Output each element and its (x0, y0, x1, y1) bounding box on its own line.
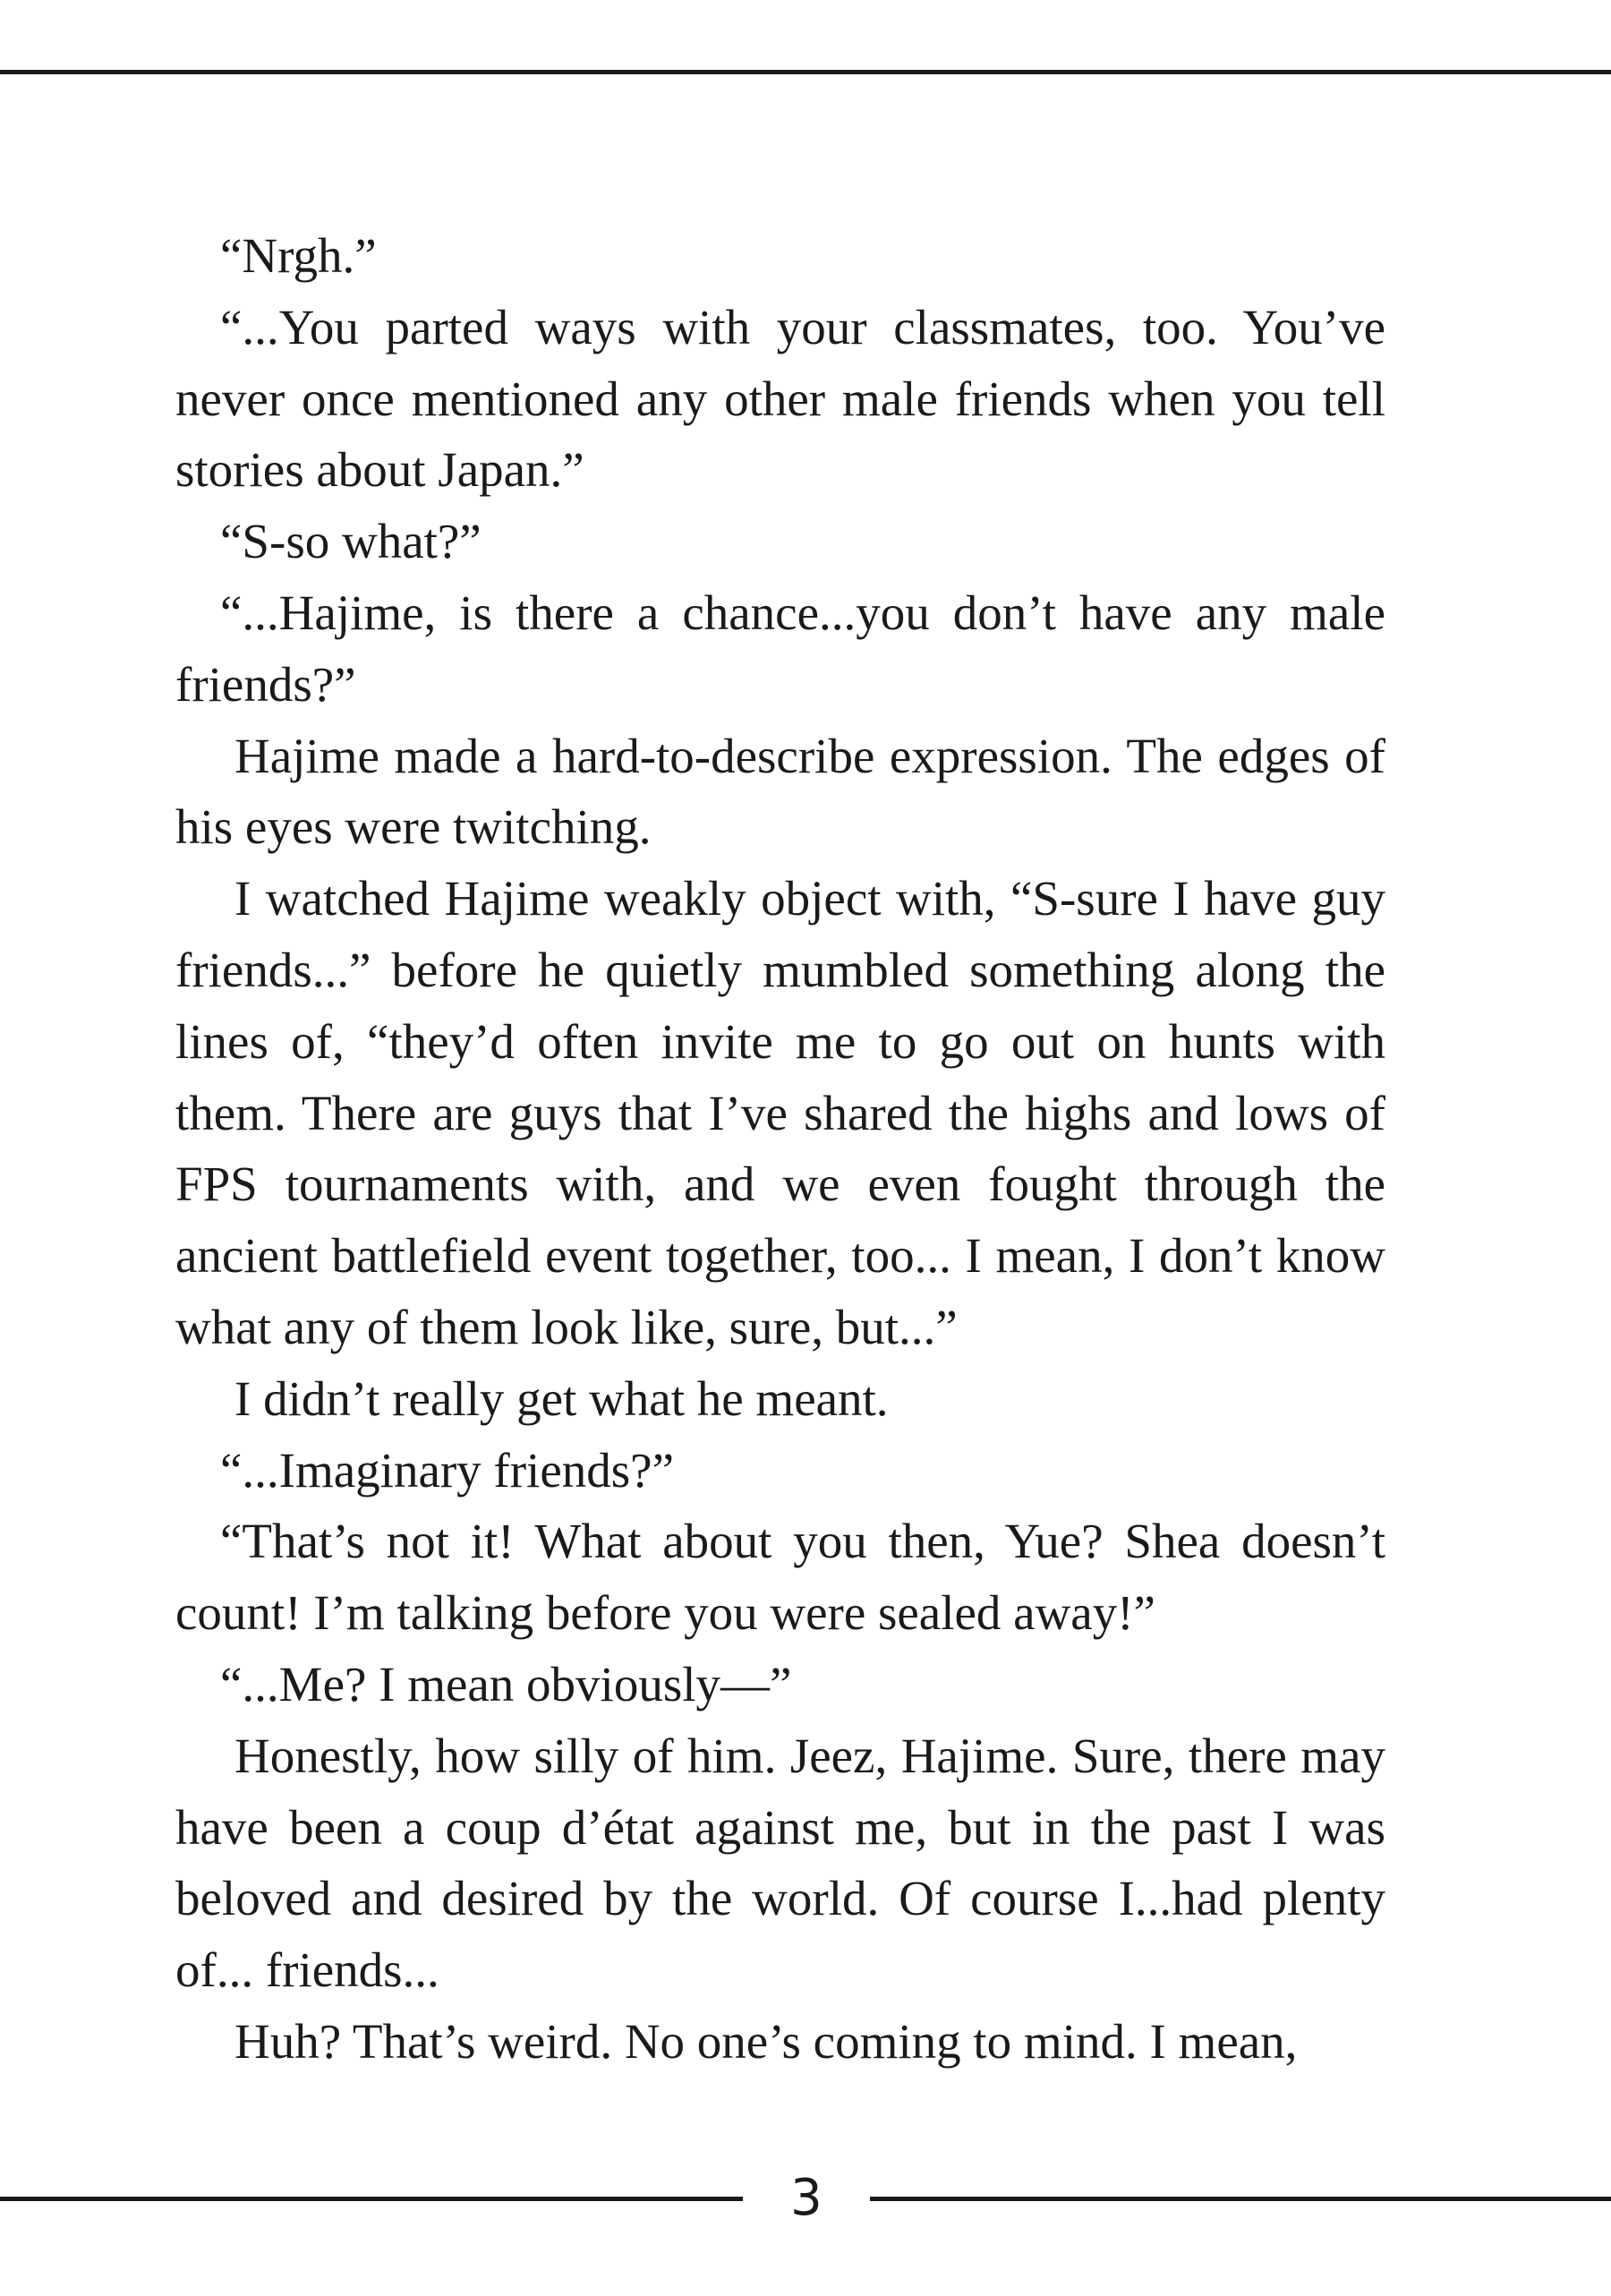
paragraph-2: “...You parted ways with your classmates, too. You’ve never once mentioned any other male friends when you tell stories about Japan.” (175, 299, 1385, 498)
page-number: 3 (790, 2169, 823, 2227)
paragraph-1: “Nrgh.” (220, 228, 377, 283)
paragraph-11: Honestly, how silly of him. Jeez, Hajime. Sure, there may have been a coup d’état against me, but in the past I was beloved and desired by the world. Of course I...had plenty of... friends... (175, 1728, 1385, 1998)
footer-rule-left (0, 2197, 743, 2201)
paragraph-4: “...Hajime, is there a chance...you don’t have any male friends?” (175, 585, 1385, 712)
paragraph-3: “S-so what?” (220, 514, 482, 569)
paragraph-9: “That’s not it! What about you then, Yue? Shea doesn’t count! I’m talking before you were sealed away!” (175, 1514, 1385, 1641)
paragraph-5: Hajime made a hard-to-describe expression. The edges of his eyes were twitching. (175, 728, 1385, 855)
paragraph-12: Huh? That’s weird. No one’s coming to mind. I mean, (234, 2013, 1298, 2069)
top-rule (0, 70, 1611, 74)
paragraph-6: I watched Hajime weakly object with, “S-sure I have guy friends...” before he quietly mumbled something along the lines of, “they’d often invite me to go out on hunts with them. There are guys that I’ve shared the highs and lows of FPS tournaments with, and we even fought through the ancient battlefield event together, too... I mean, I don’t know what any of them look like, sure, but...” (175, 871, 1385, 1354)
paragraph-10: “...Me? I mean obviously—” (220, 1656, 792, 1711)
footer-rule-right (870, 2197, 1611, 2201)
paragraph-8: “...Imaginary friends?” (220, 1442, 674, 1498)
body-text (175, 220, 1385, 2078)
paragraph-7: I didn’t really get what he meant. (234, 1370, 889, 1426)
